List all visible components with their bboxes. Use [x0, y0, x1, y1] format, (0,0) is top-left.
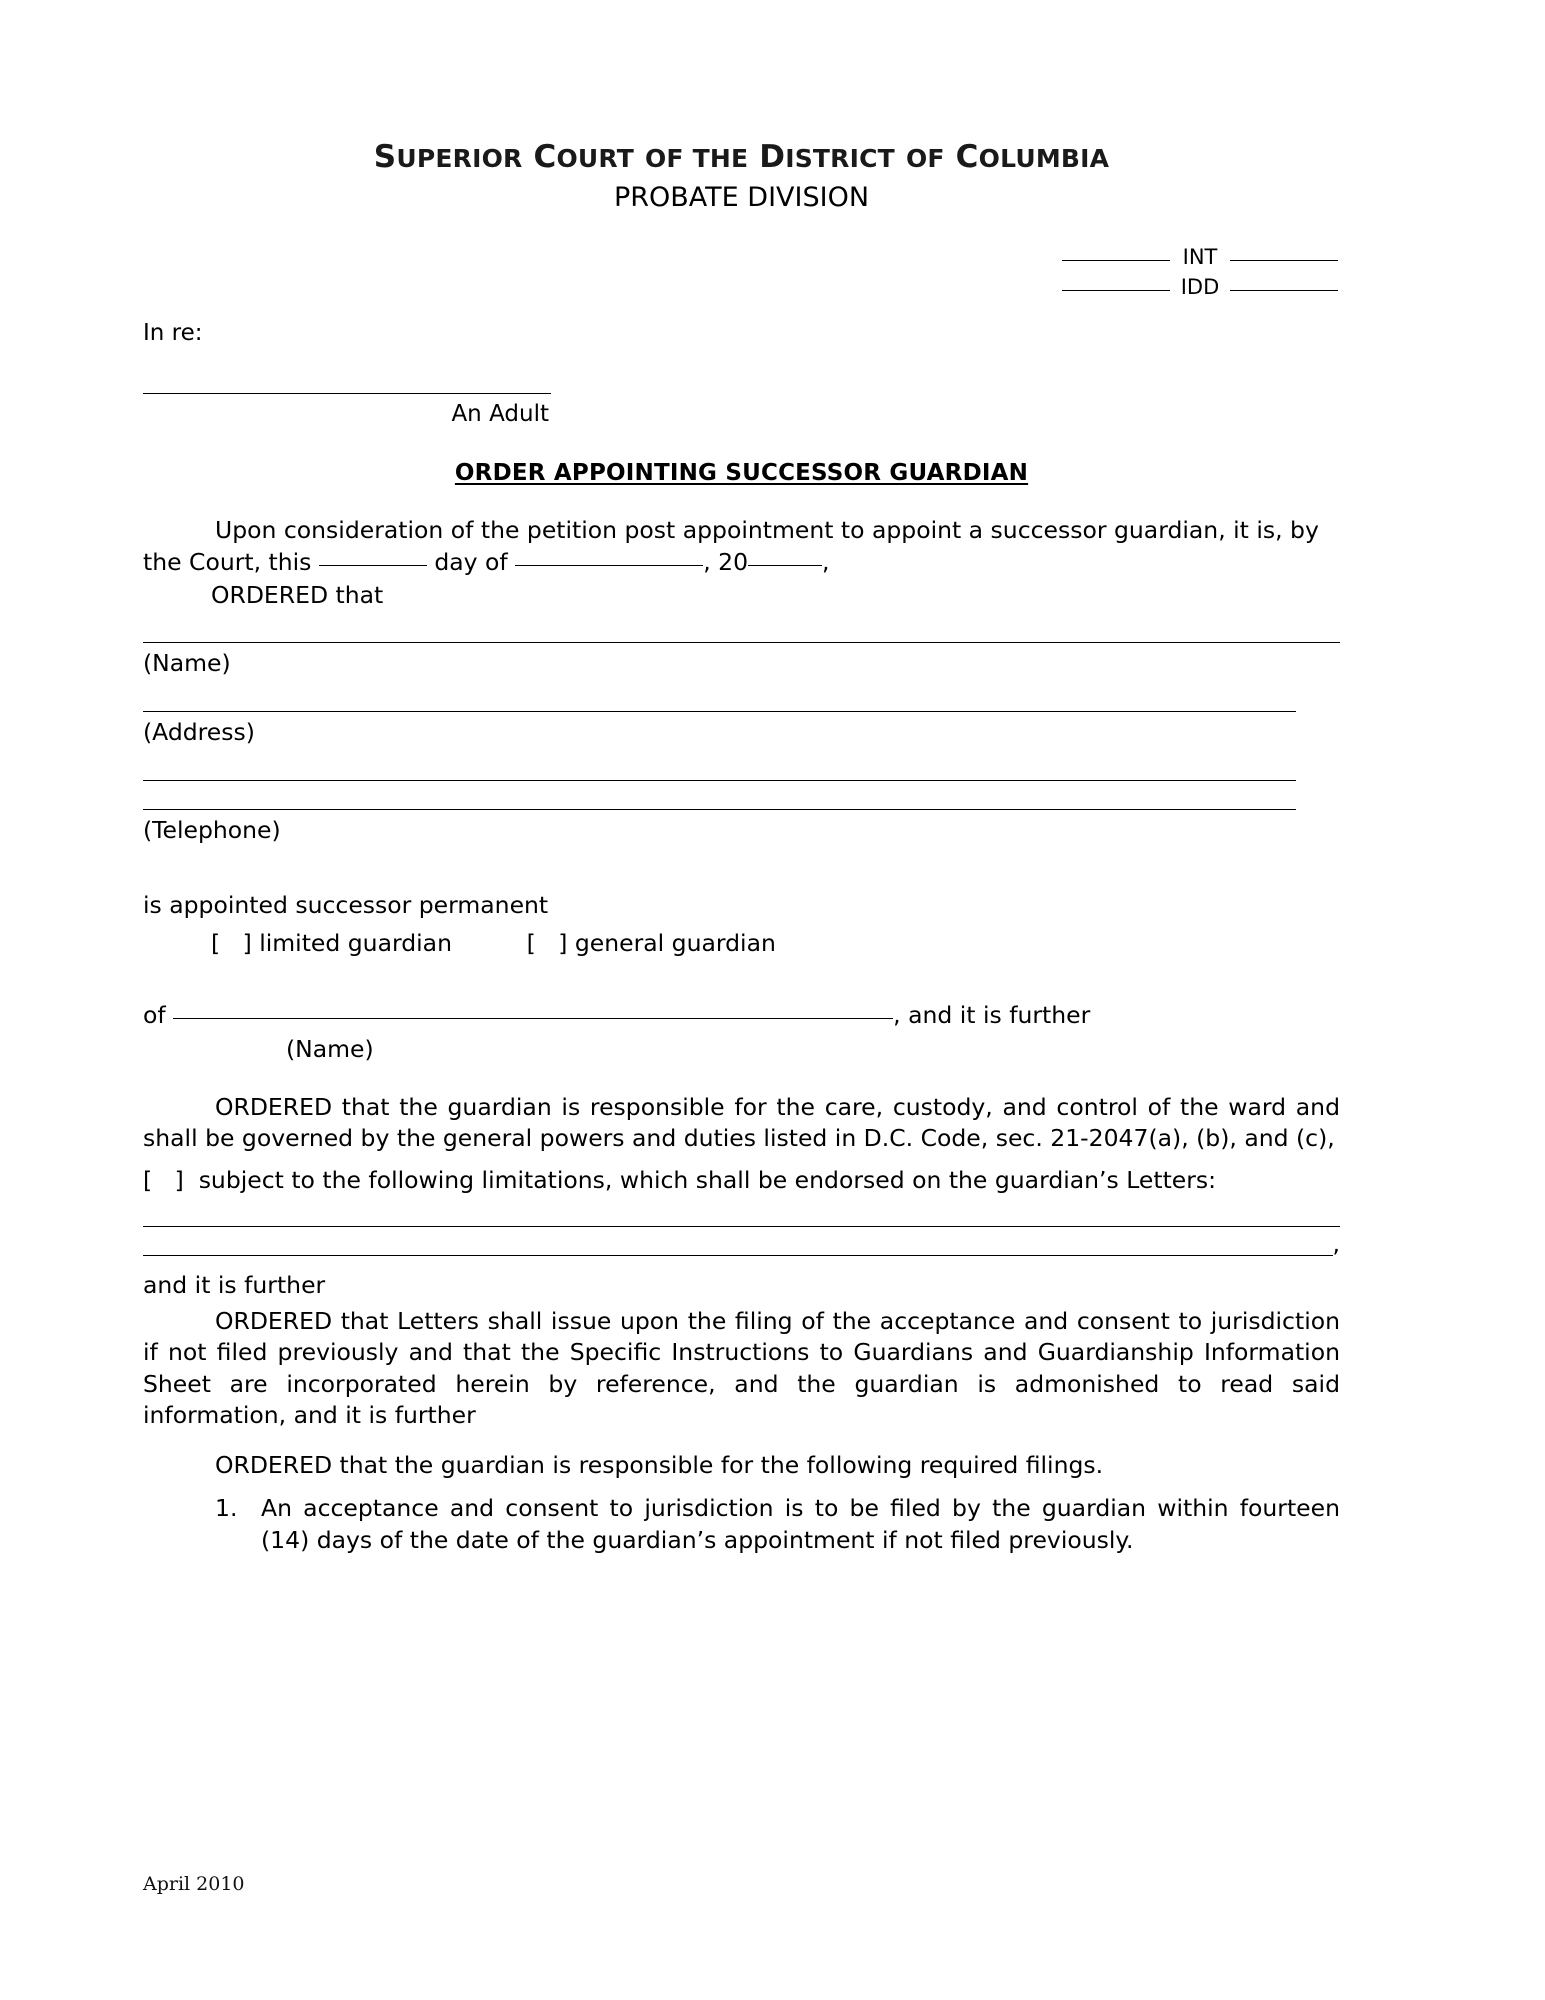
order-heading: ORDER APPOINTING SUCCESSOR GUARDIAN: [454, 460, 1029, 487]
court-title-superior: UPERIOR: [396, 144, 523, 173]
limitations-trailing-comma: ,: [1332, 1230, 1340, 1259]
list-item-number: 1.: [215, 1494, 238, 1523]
name-field-label: (Name): [143, 648, 231, 677]
intro-text-before: Upon consideration of the petition post appointment to appoint a successor guardian, it is, by the Court, this: [143, 516, 1327, 576]
limitations-checkbox[interactable]: [ ]: [143, 1165, 184, 1194]
intro-trailing-comma: ,: [822, 547, 830, 576]
day-blank[interactable]: [319, 565, 427, 566]
ordered-care-paragraph: ORDERED that the guardian is responsible for the care, custody, and control of the ward and shall be governed by the general powers and duties listed in D.C. Code, sec. 21-2047(a), (b), and (c),: [143, 1092, 1348, 1153]
checkbox-gap: [452, 929, 527, 957]
month-blank[interactable]: [515, 565, 703, 566]
court-title-district: ISTRICT: [785, 144, 895, 173]
court-title-columbia: OLUMBIA: [978, 144, 1110, 173]
ward-name-blank[interactable]: [143, 393, 551, 394]
ordered-that-label: ORDERED that: [211, 581, 384, 610]
and-it-is-further-text: and it is further: [143, 1271, 326, 1300]
ordered-filings-paragraph: ORDERED that the guardian is responsible for the following required filings.: [215, 1450, 1104, 1479]
court-title-initial-c2: C: [955, 139, 979, 175]
idd-right-blank[interactable]: [1230, 290, 1338, 291]
guardian-name-blank[interactable]: [143, 642, 1340, 643]
idd-left-blank[interactable]: [1062, 290, 1170, 291]
telephone-field-label: (Telephone): [143, 816, 281, 845]
limitations-text: subject to the following limitations, which shall be endorsed on the guardian’s Letters:: [183, 1165, 1217, 1194]
int-left-blank[interactable]: [1062, 260, 1170, 261]
court-title-ofthe: OF THE: [644, 144, 749, 173]
ordered-letters-paragraph: ORDERED that Letters shall issue upon the filing of the acceptance and consent to jurisdiction if not filed previously and that the Specific Instructions to Guardians and Guardianship Information Sheet are incorporated herein by reference, and the guardian is admonished to read said information, and it is further: [143, 1306, 1348, 1430]
court-title-of: OF: [905, 144, 945, 173]
is-appointed-text: is appointed successor permanent: [143, 891, 549, 920]
limitations-blank-1[interactable]: [143, 1226, 1340, 1227]
ward-of-line: [143, 1001, 1340, 1029]
court-title-initial-d: D: [759, 139, 786, 175]
limitations-row: [143, 1165, 1340, 1196]
document-content: [143, 0, 1348, 1556]
guardian-telephone-blank[interactable]: [143, 809, 1296, 810]
court-title: [143, 140, 1340, 174]
guardian-type-checkbox-row: [143, 929, 1340, 957]
int-row: [1060, 243, 1340, 273]
court-title-initial-s: S: [373, 139, 397, 175]
case-number-block: [143, 243, 1340, 303]
required-filings-list: [143, 1493, 1340, 1556]
intro-day-of: day of: [426, 547, 516, 576]
of-name-label: (Name): [286, 1034, 374, 1063]
idd-row: [1060, 273, 1340, 303]
general-guardian-checkbox[interactable]: [ ]: [526, 928, 568, 957]
intro-paragraph: [143, 515, 1340, 578]
court-title-court: OURT: [556, 144, 634, 173]
of-prefix: of: [143, 1000, 174, 1029]
guardian-address-blank-2[interactable]: [143, 780, 1296, 781]
list-item-text: An acceptance and consent to jurisdiction is to be filed by the guardian within fourteen (14) days of the date of the guardian’s appointment if not filed previously.: [261, 1494, 1340, 1554]
idd-label: IDD: [1180, 274, 1220, 299]
year-blank[interactable]: [748, 565, 822, 566]
of-suffix: , and it is further: [893, 1000, 1091, 1029]
int-right-blank[interactable]: [1230, 260, 1338, 261]
address-field-label: (Address): [143, 718, 255, 747]
revision-date-footer: April 2010: [143, 1873, 245, 1895]
int-label: INT: [1182, 244, 1218, 269]
limitations-blank-2[interactable]: [143, 1255, 1333, 1256]
guardian-address-blank-1[interactable]: [143, 711, 1296, 712]
division-subtitle: PROBATE DIVISION: [613, 182, 870, 214]
court-title-initial-c1: C: [533, 139, 557, 175]
list-item: [215, 1493, 1340, 1556]
limited-guardian-checkbox[interactable]: [ ]: [211, 928, 252, 957]
in-re-label: In re:: [143, 320, 203, 347]
an-adult-label: An Adult: [451, 401, 549, 428]
limited-guardian-label: limited guardian: [251, 928, 452, 957]
intro-year-prefix: , 20: [703, 547, 749, 576]
ward-name-of-blank[interactable]: [173, 1018, 893, 1019]
general-guardian-label: general guardian: [567, 928, 776, 957]
